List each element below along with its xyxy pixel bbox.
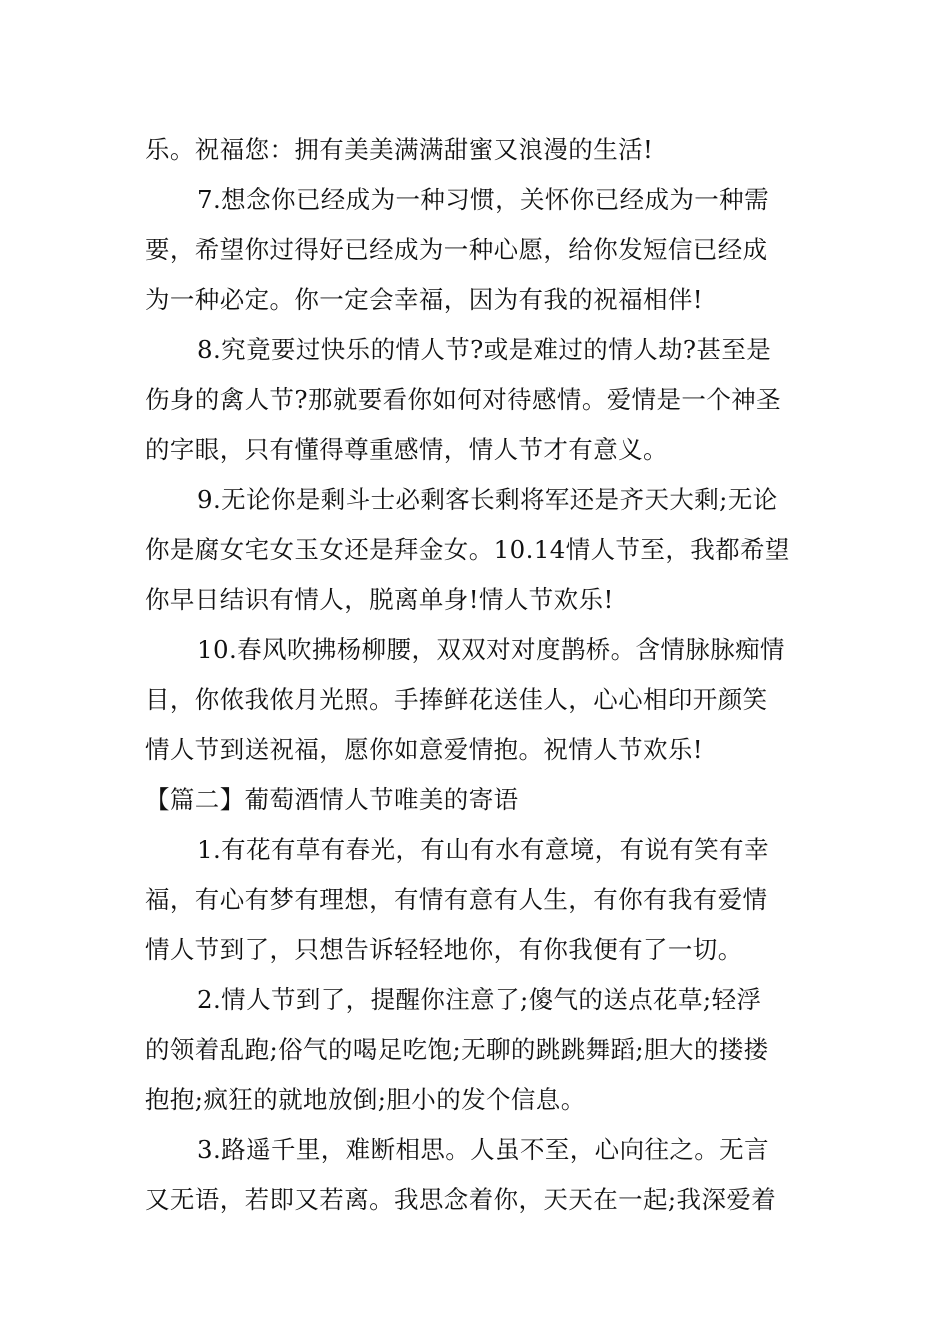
item-8-line: 8.究竟要过快乐的情人节?或是难过的情人劫?甚至是 (197, 335, 772, 364)
item-1-line: 1.有花有草有春光，有山有水有意境，有说有笑有幸 (197, 835, 769, 864)
text-line: 情人节到送祝福，愿你如意爱情抱。祝情人节欢乐! (145, 735, 704, 764)
text-line: 要，希望你过得好已经成为一种心愿，给你发短信已经成 (145, 235, 768, 264)
item-7-line: 7.想念你已经成为一种习惯，关怀你已经成为一种需 (197, 185, 769, 214)
text-line: 福，有心有梦有理想，有情有意有人生，有你有我有爱情 (145, 885, 768, 914)
text-line: 伤身的禽人节?那就要看你如何对待感情。爱情是一个神圣 (145, 385, 782, 414)
item-9-line: 9.无论你是剩斗士必剩客长剩将军还是齐天大剩;无论 (197, 485, 778, 514)
text-line: 目，你侬我侬月光照。手捧鲜花送佳人，心心相印开颜笑 (145, 685, 768, 714)
text-line: 的字眼，只有懂得尊重感情，情人节才有意义。 (145, 435, 668, 464)
item-3-line: 3.路遥千里，难断相思。人虽不至，心向往之。无言 (197, 1135, 769, 1164)
text-line: 为一种必定。你一定会幸福，因为有我的祝福相伴! (145, 285, 704, 314)
text-line: 又无语，若即又若离。我思念着你，天天在一起;我深爱着 (145, 1185, 777, 1214)
text-line: 你早日结识有情人，脱离单身!情人节欢乐! (145, 585, 614, 614)
item-2-line: 2.情人节到了，提醒你注意了;傻气的送点花草;轻浮 (197, 985, 762, 1014)
section-heading: 【篇二】葡萄酒情人节唯美的寄语 (145, 785, 519, 814)
text-line: 的领着乱跑;俗气的喝足吃饱;无聊的跳跳舞蹈;胆大的搂搂 (145, 1035, 769, 1064)
text-line: 抱抱;疯狂的就地放倒;胆小的发个信息。 (145, 1085, 586, 1114)
text-line: 你是腐女宅女玉女还是拜金女。10.14情人节至，我都希望 (145, 535, 790, 564)
item-10-line: 10.春风吹拂杨柳腰，双双对对度鹊桥。含情脉脉痴情 (197, 635, 785, 664)
text-line: 情人节到了，只想告诉轻轻地你，有你我便有了一切。 (145, 935, 743, 964)
text-line: 乐。祝福您：拥有美美满满甜蜜又浪漫的生活! (145, 135, 654, 164)
